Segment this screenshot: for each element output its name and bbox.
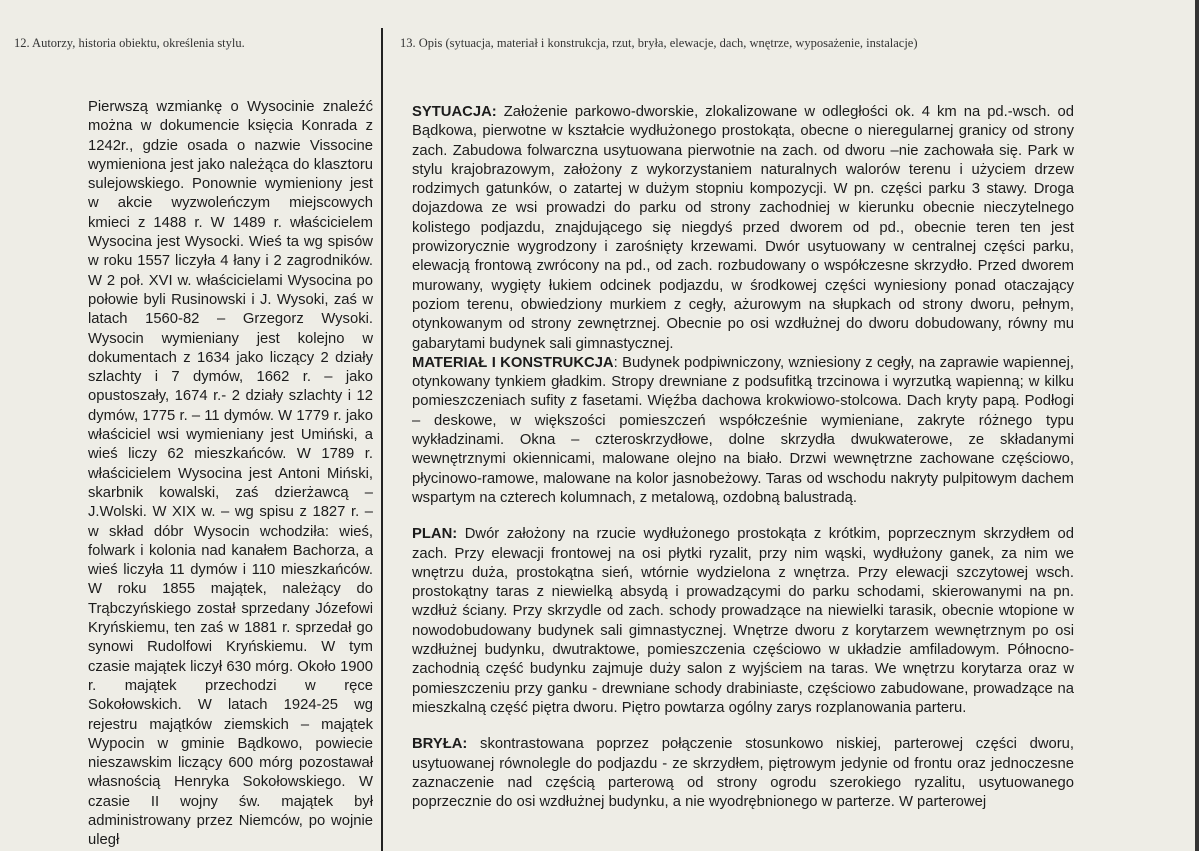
section-material: [412, 354, 1074, 508]
page-edge-rule: [1195, 0, 1199, 851]
column-divider: [381, 28, 383, 851]
history-text: Pierwszą wzmiankę o Wysocinie znaleźć można w dokumencie księcia Konrada z 1242r., gdzie osada o nazwie Vissocine wymieniona jest jako należąca do klasztoru sulejowskiego. Ponownie wymieniony jest w akcie wyzwoleńczym miejscowych kmieci z 1488 r. W 1489 r. właścicielem Wysocina jest Wysocki. Wieś ta wg spisów w roku 1557 liczyła 4 łany i 2 zagrodników. W 2 poł. XVI w. właścicielami Wysocina po połowie byli Rusinowski i J. Wysoki, zaś w latach 1560-82 – Grzegorz Wysoki. Wysocin wymieniany jest kolejno w dokumentach z 1634 jako liczący 2 działy szlachty i 7 dymów, 1662 r. – jako opustoszały, 1674 r.- 2 działy szlachty i 12 dymów, 1775 r. – 11 dymów. W 1779 r. jako właściciel wsi wymieniany jest Umiński, a wieś liczy 62 mieszkańców. W 1789 r. właścicielem Wysocina jest Antoni Miński, skarbnik kowalski, zaś dzierżawcą – J.Wolski. W XIX w. – wg spisu z 1827 r. – w skład dóbr Wysocin wchodziła: wieś, folwark i kolonia nad kanałem Bachorza, a wieś liczyła 11 dymów i 110 mieszkańców. W roku 1855 majątek, należący do Trąbczyńskiego został sprzedany Józefowi Kryńskiemu, ten zaś w 1881 r. sprzedał go synowi Rudolfowi Kryńskiemu. W tym czasie majątek liczył 630 mórg. Około 1900 r. majątek przechodzi w ręce Sokołowskich. W latach 1924-25 wg rejestru majątków ziemskich – majątek Wypocin w gminie Bądkowo, powiecie nieszawskim liczący 600 mórg pozostawał własnością Henryka Sokołowskiego. W czasie II wojny św. majątek był administrowany przez Niemców, po wojnie uległ: [88, 99, 373, 849]
sytuacja-heading: SYTUACJA:: [412, 104, 497, 120]
header-description: 13. Opis (sytuacja, materiał i konstrukcja, rzut, bryła, elewacje, dach, wnętrze, wyposażenie, instalacje): [400, 36, 918, 50]
header-authors-history: 12. Autorzy, historia obiektu, określenia stylu.: [14, 36, 245, 50]
plan-heading: PLAN:: [412, 526, 458, 543]
section-plan: [412, 525, 1074, 718]
sytuacja-text: Założenie parkowo-dworskie, zlokalizowane w odległości ok. 4 km na pd.-wsch. od Bądkowa, pierwotne w kształcie wydłużonego prostokąta, obecne o nieregularnej granicy od strony zach. Zabudowa folwarczna usytuowana pierwotnie na zach. od dworu –nie zachowała się. Park w stylu krajobrazowym, założony z wykorzystaniem naturalnych walorów terenu i użyciem drzew rodzimych gatunków, o zatartej w dużym stopniu kompozycji. W pn. części parku 3 stawy. Droga dojazdowa ze wsi prowadzi do parku od strony zachodniej w kierunku obecnie nieczytelnego kolistego podjazdu, znajdującego się niegdyś przed dworem od pd., obecnie teren ten jest prowizorycznie wygrodzony i zarośnięty krzewami. Dwór usytuowany w centralnej części parku, elewacją frontową zwrócony na pd., od zach. rozbudowany o współczesne skrzydło. Przed dworem murowany, wygięty łukiem odcinek podjazdu, w środkowej części wyniesiony ponad otaczający poziom terenu, obwiedziony murkiem z cegły, ażurowym na słupkach od strony dworu, pełnym, otynkowanym od strony zewnętrznej. Obecnie po osi wzdłużnej do dworu dobudowany, równy mu gabarytami budynek sali gimnastycznej.: [412, 104, 1074, 352]
history-column: [88, 98, 373, 851]
material-heading: MATERIAŁ I KONSTRUKCJA: [412, 354, 614, 371]
section-sytuacja: [412, 103, 1074, 354]
material-text: : Budynek podpiwniczony, wzniesiony z cegły, na zaprawie wapiennej, otynkowany tynkiem gładkim. Stropy drewniane z podsufitką trzcinowa i wyrzutką wapienną; w kilku pomieszczeniach sufity z fasetami. Więźba dachowa krokwiowo-stolcowa. Dach kryty papą. Podłogi – deskowe, w większości pomieszczeń współcześnie wymieniane, zakryte różnego typu wykładzinami. Okna – czteroskrzydłowe, dolne skrzydła dwukwaterowe, ze składanymi wewnętrznymi okiennicami, malowane olejno na biało. Drzwi wewnętrzne zachowane częściowo, płycinowo-ramowe, malowane na kolor jasnobeżowy. Taras od wschodu nakryty pulpitowym dachem wspartym na czterech kolumnach, z metalową, ozdobną balustradą.: [412, 354, 1074, 506]
bryla-text: skontrastowana poprzez połączenie stosunkowo niskiej, parterowej części dworu, usytuowanej równolegle do podjazdu - ze skrzydłem, piętrowym jedynie od frontu oraz jednoczesne zaznaczenie nad częścią parterową od strony ogrodu szerokiego ryzalitu, usytuowanego poprzecznie do osi wzdłużnej budynku, a nie wyodrębnionego w parterze. W parterowej: [412, 736, 1074, 811]
section-gap: [412, 718, 1074, 735]
section-bryla: [412, 735, 1074, 812]
description-column: [412, 103, 1074, 812]
plan-text: Dwór założony na rzucie wydłużonego prostokąta z krótkim, poprzecznym skrzydłem od zach. Przy elewacji frontowej na osi płytki ryzalit, przy nim wąski, wydłużony ganek, za nim we wnętrzu duża, prostokątna sień, wtórnie wydzielona z wnętrza. Przy elewacji szczytowej wsch. prostokątny taras z niewielką absydą i prowadzącymi do parku schodami, skierowanymi na pn. wzdłuż ściany. Przy skrzydle od zach. schody prowadzące na niewielki tarasik, obecnie wtopione w nowodobudowany budynek sali gimnastycznej. Wnętrze dworu z korytarzem wewnętrznym po osi wzdłużnej budynku, dwutraktowe, pomieszczenia częściowo w układzie amfiladowym. Północno-zachodnią część budynku zajmuje duży salon z wyjściem na taras. We wnętrzu korytarza oraz w pomieszczeniu przy ganku - drewniane schody drabiniaste, częściowo zabudowane, prowadzące na mieszkalną część piętra dworu. Piętro powtarza ogólny zarys rozplanowania parteru.: [412, 526, 1074, 716]
section-gap: [412, 508, 1074, 525]
bryla-heading: BRYŁA:: [412, 736, 468, 753]
